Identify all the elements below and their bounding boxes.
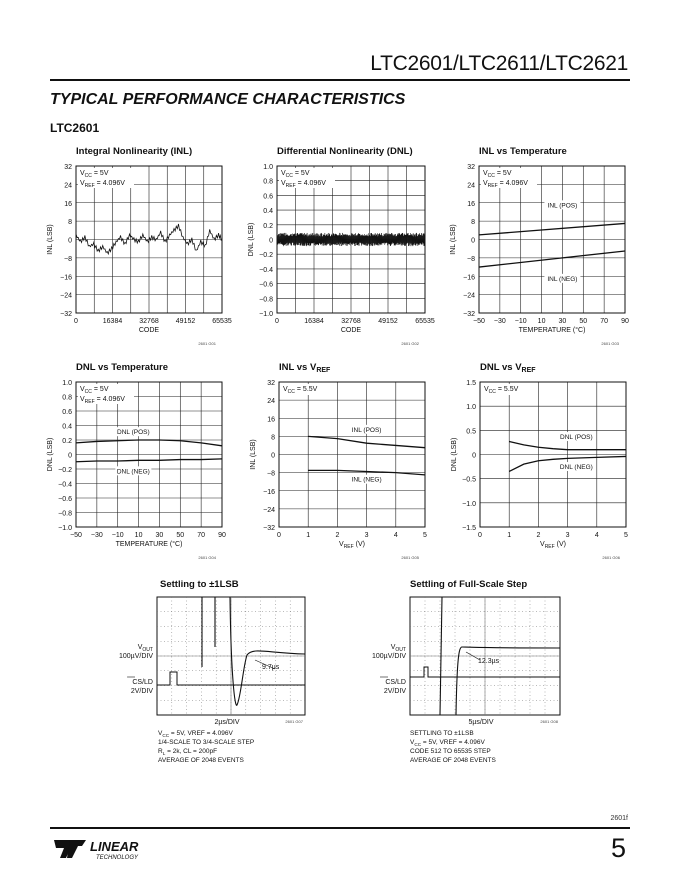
x-tick-label: 2	[536, 532, 541, 539]
x-axis-label: CODE	[138, 327, 160, 334]
x-tick-label: −30	[90, 532, 103, 539]
y-tick-label: 0.5	[466, 428, 476, 436]
cs-ld-scale: 2V/DIV	[383, 688, 406, 695]
x-tick-label: 50	[579, 318, 588, 325]
document-code: 2601f	[610, 815, 628, 822]
chart-title: INL vs Temperature	[479, 146, 567, 157]
chart-title: DNL vs $V_{REF}$	[480, 362, 536, 374]
y-tick-label: 0.4	[263, 208, 273, 216]
x-tick-label: 70	[600, 318, 609, 325]
y-tick-label: 16	[64, 200, 72, 208]
x-tick-label: 32768	[139, 318, 159, 325]
x-tick-label: −50	[70, 532, 82, 539]
footer-rule	[50, 827, 630, 829]
condition-line-2: $V_{REF} = 4.096V$	[483, 180, 528, 189]
figure-code: 2601 G05	[401, 555, 419, 560]
y-tick-label: 0.2	[263, 222, 273, 230]
scope-note: $V_{CC} = 5V$, VREF = 4.096V	[158, 730, 233, 738]
y-tick-label: 8	[68, 219, 72, 227]
series-line	[479, 251, 625, 267]
chart-dnl-vref	[451, 362, 628, 560]
x-axis-label: TEMPERATURE (°C)	[518, 327, 586, 334]
vout-label: $V_{OUT}$	[390, 644, 406, 653]
chart-title: Differential Nonlinearity (DNL)	[277, 146, 413, 157]
y-tick-label: 16	[467, 200, 475, 208]
condition-line-1: $V_{CC} = 5V$	[281, 170, 310, 179]
series-label: DNL (NEG)	[116, 468, 150, 476]
chart-dnl-temp	[47, 362, 226, 560]
scope-note: CODE 512 TO 65535 STEP	[410, 748, 491, 755]
scope-title: Settling of Full-Scale Step	[410, 579, 528, 590]
chart-dnl	[248, 146, 435, 346]
chart-inl-temp	[450, 146, 629, 346]
x-tick-label: 16384	[304, 318, 324, 325]
y-tick-label: −8	[267, 470, 275, 478]
x-tick-label: 30	[155, 532, 164, 539]
x-tick-label: 65535	[415, 318, 435, 325]
series-label: INL (NEG)	[547, 275, 578, 283]
y-tick-label: 24	[467, 182, 475, 190]
x-tick-label: 0	[277, 532, 281, 539]
y-tick-label: −32	[463, 311, 475, 318]
x-tick-label: 4	[393, 532, 398, 539]
x-tick-label: 1	[507, 532, 512, 539]
y-tick-label: −1.0	[462, 500, 476, 508]
y-tick-label: 32	[64, 164, 72, 171]
x-tick-label: −50	[473, 318, 485, 325]
cs-ld-label: CS/LD	[132, 679, 153, 686]
scope-note: SETTLING TO ±1LSB	[410, 730, 474, 737]
scope-note: $V_{CC} = 5V$, VREF = 4.096V	[410, 739, 485, 747]
part-label: LTC2601	[50, 121, 100, 135]
x-tick-label: 4	[594, 532, 599, 539]
y-tick-label: −16	[263, 488, 275, 496]
y-axis-label: DNL (LSB)	[47, 437, 54, 472]
scope-title: Settling to ±1LSB	[160, 579, 239, 590]
y-tick-label: 0	[471, 237, 475, 245]
y-tick-label: 0	[472, 452, 476, 460]
y-tick-label: 32	[467, 164, 475, 171]
y-tick-label: 0	[68, 452, 72, 460]
y-tick-label: 8	[471, 219, 475, 227]
y-tick-label: −16	[463, 274, 475, 282]
chart-title: INL vs $V_{REF}$	[279, 362, 331, 374]
y-tick-label: −1.0	[259, 311, 273, 318]
scope-note: AVERAGE OF 2048 EVENTS	[158, 757, 244, 764]
y-tick-label: −0.8	[259, 296, 273, 304]
y-tick-label: 1.0	[263, 164, 273, 171]
section-title: TYPICAL PERFORMANCE CHARACTERISTICS	[50, 91, 406, 108]
figure-code: 2601 G02	[401, 341, 419, 346]
y-axis-label: INL (LSB)	[47, 224, 54, 255]
y-tick-label: 0.4	[62, 423, 72, 431]
figure-code: 2601 G04	[198, 555, 216, 560]
scope-note: 1/4-SCALE TO 3/4-SCALE STEP	[158, 739, 255, 746]
series-label: INL (NEG)	[351, 476, 382, 484]
y-tick-label: −24	[263, 506, 275, 514]
x-axis-label: CODE	[340, 327, 362, 334]
series-line	[76, 440, 222, 446]
logo-mark-2	[67, 840, 86, 858]
y-tick-label: −1.5	[462, 525, 476, 532]
figure-code: 2601 G06	[602, 555, 620, 560]
y-tick-label: 32	[267, 380, 275, 387]
y-tick-label: −24	[463, 292, 475, 300]
condition-line-1: $V_{CC} = 5V$	[80, 386, 109, 395]
x-tick-label: 90	[621, 318, 629, 325]
series-line	[479, 223, 625, 234]
y-tick-label: 1.5	[466, 380, 476, 387]
x-tick-label: 90	[218, 532, 226, 539]
x-tick-label: −30	[493, 318, 506, 325]
y-tick-label: −24	[60, 292, 72, 300]
y-tick-label: −0.2	[259, 252, 273, 260]
scope-note: AVERAGE OF 2048 EVENTS	[410, 757, 496, 764]
condition-line-1: $V_{CC} = 5V$	[80, 170, 109, 179]
time-scale: 2µs/DIV	[214, 719, 240, 726]
y-tick-label: −0.6	[259, 281, 273, 289]
y-tick-label: 16	[267, 416, 275, 424]
x-tick-label: 2	[335, 532, 340, 539]
y-tick-label: −0.4	[259, 266, 273, 274]
linear-technology-logo	[52, 836, 148, 862]
chart-inl	[47, 146, 232, 346]
logo-text: LINEAR	[90, 839, 139, 854]
x-tick-label: 3	[364, 532, 369, 539]
series-line	[76, 459, 222, 462]
y-axis-label: DNL (LSB)	[248, 222, 255, 257]
y-tick-label: 0	[271, 452, 275, 460]
x-tick-label: 16384	[102, 318, 123, 325]
series-label: INL (POS)	[547, 202, 578, 210]
chart-inl-vref	[250, 362, 427, 560]
page-number: 5	[610, 833, 626, 863]
y-tick-label: −32	[60, 311, 72, 318]
condition-line-1: $V_{CC} = 5V$	[483, 170, 512, 179]
x-tick-label: 10	[134, 532, 143, 539]
y-tick-label: 0	[269, 237, 273, 245]
y-tick-label: −8	[64, 255, 72, 263]
y-tick-label: −0.5	[462, 476, 476, 484]
figure-code: 2601 G03	[601, 341, 619, 346]
y-tick-label: 0.2	[62, 438, 72, 445]
x-tick-label: 30	[558, 318, 567, 325]
x-tick-label: 70	[197, 532, 206, 539]
condition-line-2: $V_{REF} = 4.096V$	[80, 180, 125, 189]
x-axis-label: $V_{REF}$ (V)	[339, 541, 365, 550]
x-tick-label: 49152	[378, 318, 398, 325]
y-tick-label: 24	[267, 398, 275, 406]
y-tick-label: 24	[64, 182, 72, 190]
document-title: LTC2601/LTC2611/LTC2621	[370, 52, 628, 75]
y-tick-label: 1.0	[62, 380, 72, 387]
y-tick-label: −0.6	[58, 496, 72, 503]
x-tick-label: 10	[537, 318, 546, 325]
series-label: DNL (POS)	[117, 429, 150, 437]
x-tick-label: 65535	[212, 318, 232, 325]
vout-scale: 100µV/DIV	[372, 653, 406, 660]
settling-time-label: 9.7µs	[262, 664, 280, 671]
y-tick-label: −16	[60, 274, 72, 282]
x-tick-label: −10	[111, 532, 124, 539]
y-tick-label: −32	[263, 525, 275, 532]
y-tick-label: −0.4	[58, 481, 72, 489]
x-tick-label: 50	[176, 532, 185, 539]
condition-line-1: $V_{CC} = 5.5V$	[283, 386, 318, 395]
cs-ld-label: CS/LD	[385, 679, 406, 686]
y-tick-label: −0.8	[58, 510, 72, 518]
condition-line-2: $V_{REF} = 4.096V$	[281, 180, 326, 189]
x-axis-label: TEMPERATURE (°C)	[115, 541, 183, 548]
y-axis-label: DNL (LSB)	[451, 437, 458, 472]
figure-code: 2601 G08	[540, 719, 558, 724]
figure-code: 2601 G01	[198, 341, 216, 346]
figure-code: 2601 G07	[285, 719, 303, 724]
x-tick-label: −10	[514, 318, 527, 325]
x-tick-label: 0	[275, 318, 279, 325]
scope-note: $R_L = 2k$, CL = 200pF	[158, 748, 218, 756]
y-tick-label: −0.2	[58, 467, 72, 474]
x-tick-label: 0	[478, 532, 482, 539]
cs-ld-scale: 2V/DIV	[130, 688, 153, 695]
y-axis-label: INL (LSB)	[250, 439, 257, 470]
x-tick-label: 32768	[341, 318, 361, 325]
scope-settle2	[372, 579, 560, 764]
condition-line-2: $V_{REF} = 4.096V$	[80, 396, 125, 405]
y-tick-label: 8	[271, 434, 275, 442]
settling-time-label: 12.3µs	[478, 658, 500, 665]
x-tick-label: 5	[423, 532, 427, 539]
series-label: DNL (POS)	[560, 434, 593, 442]
x-axis-label: $V_{REF}$ (V)	[540, 541, 566, 550]
x-tick-label: 1	[306, 532, 311, 539]
x-tick-label: 3	[565, 532, 570, 539]
y-tick-label: 0.6	[263, 193, 273, 201]
chart-title: Integral Nonlinearity (INL)	[76, 146, 193, 157]
y-tick-label: 1.0	[466, 404, 476, 412]
y-tick-label: 0.8	[263, 178, 273, 186]
y-axis-label: INL (LSB)	[450, 224, 457, 255]
vout-scale: 100µV/DIV	[119, 653, 153, 660]
vout-label: $V_{OUT}$	[137, 644, 153, 653]
x-tick-label: 5	[624, 532, 628, 539]
y-tick-label: −8	[467, 255, 475, 263]
time-scale: 5µs/DIV	[468, 719, 494, 726]
series-label: DNL (NEG)	[559, 464, 593, 471]
x-tick-label: 49152	[175, 318, 196, 325]
y-tick-label: 0.8	[62, 394, 72, 402]
chart-title: DNL vs Temperature	[76, 362, 169, 373]
x-tick-label: 0	[74, 318, 78, 325]
series-label: INL (POS)	[351, 426, 382, 434]
logo-subtext: TECHNOLOGY	[96, 855, 139, 861]
y-tick-label: −1.0	[58, 525, 72, 532]
condition-line-1: $V_{CC} = 5.5V$	[484, 386, 519, 395]
y-tick-label: 0.6	[62, 409, 72, 416]
y-tick-label: 0	[68, 237, 72, 245]
scope-settle1	[119, 579, 305, 764]
